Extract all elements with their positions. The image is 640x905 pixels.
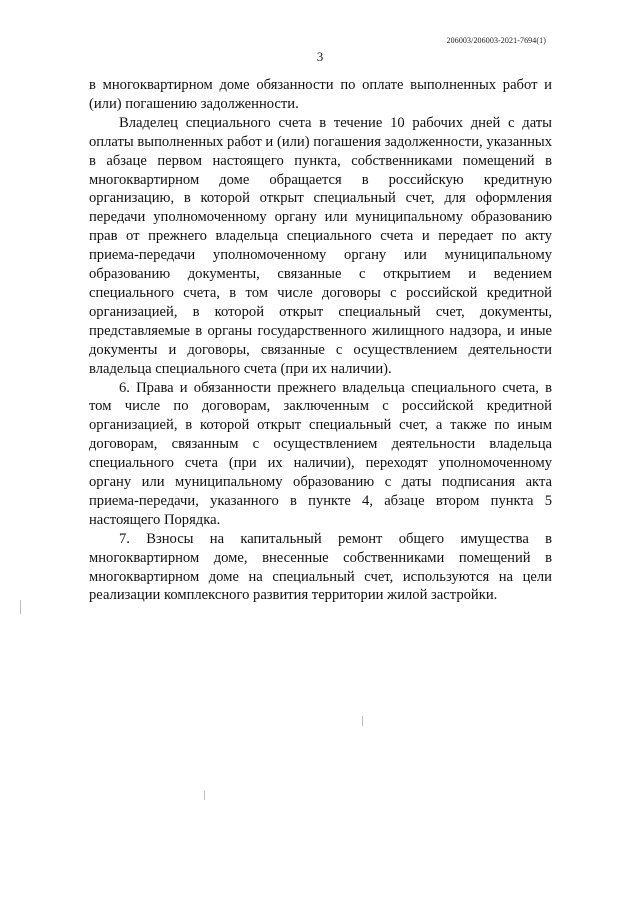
paragraph-item-7: 7. Взносы на капитальный ремонт общего имущества в многоквартирном доме, внесенные собственниками помещений в многоквартирном доме на специальный счет, используются на цели реализации комплексного развития территории жилой застройки.: [89, 530, 552, 604]
document-body: [89, 76, 552, 605]
scan-mark: [362, 716, 363, 726]
paragraph-continuation: в многоквартирном доме обязанности по оплате выполненных работ и (или) погашению задолженности.: [89, 77, 552, 112]
document-registration-number: 206003/206003-2021-7694(1): [446, 36, 546, 45]
paragraph-special-account-owner: Владелец специального счета в течение 10 рабочих дней с даты оплаты выполненных работ и (или) погашения задолженности, указанных в абзаце первом настоящего пункта, собственниками помещений в многоквартирном доме обращается в российскую кредитную организацию, в которой открыт специальный счет, для оформления передачи уполномоченному органу или муниципальному образованию прав от прежнего владельца специального счета и передает по акту приема-передачи уполномоченному органу или муниципальному образованию документы, связанные с открытием и ведением специального счета, в том числе договоры с российской кредитной организацией, в которой открыт специальный счет, документы, представляемые в органы государственного жилищного надзора, и иные документы и договоры, связанные с осуществлением деятельности владельца специального счета (при их наличии).: [89, 114, 552, 377]
page-number: 3: [316, 49, 324, 64]
paragraph-item-6: 6. Права и обязанности прежнего владельца специального счета, в том числе по договорам, заключенным с российской кредитной организацией, в которой открыт специальный счет, а также по иным договорам, связанным с осуществлением деятельности владельца специального счета (при их наличии), переходят уполномоченному органу или муниципальному образованию с даты подписания акта приема-передачи, указанного в пункте 4, абзаце втором пункта 5 настоящего Порядка.: [89, 379, 552, 528]
scan-mark: [204, 791, 205, 800]
scan-mark: [20, 600, 21, 614]
